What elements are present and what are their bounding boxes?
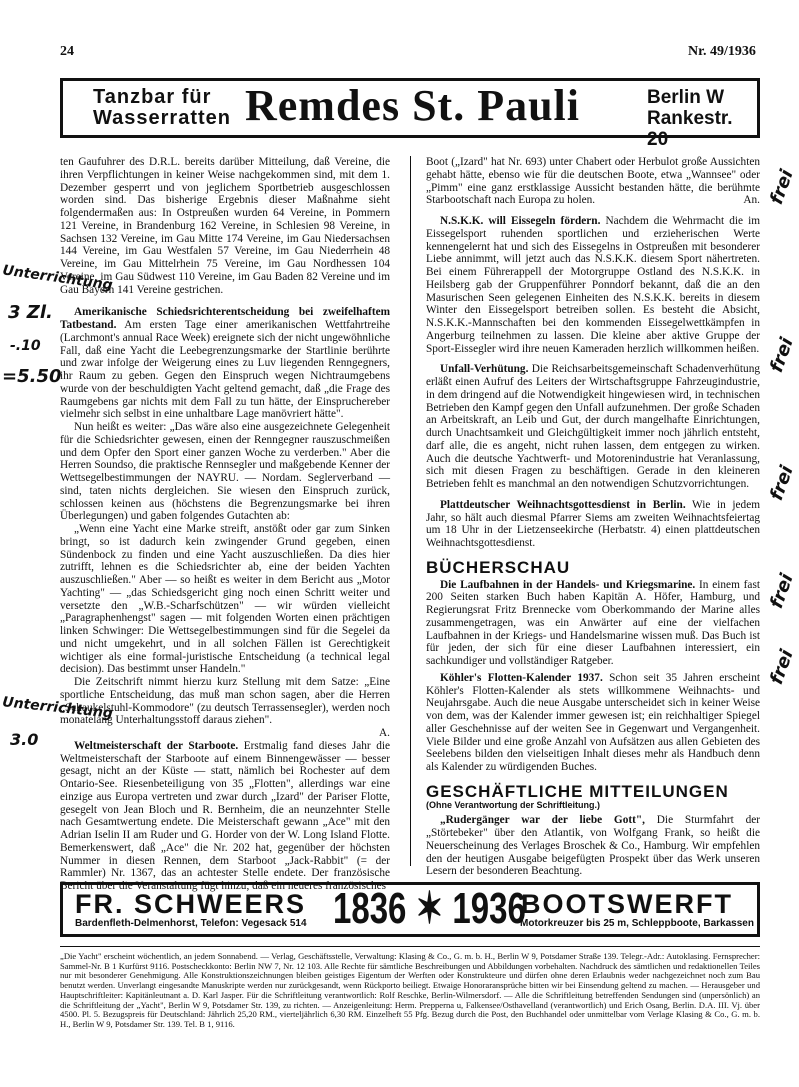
imprint: „Die Yacht" erscheint wöchentlich, an jedem Sonnabend. — Verlag, Geschäftsstelle, Verwaltung: Klasing & Co., G. m. b. H., Berlin W 9, Potsdamer Straße 139. Telegr.-Adr.: Autoklasing. Fernsprecher: Sammel-Nr. B 1 Kurfürst 9116. Postscheckkonto: Berlin NW 7, Nr. 12 103. Alle Rechte für sämtliche Beschreibungen und Abbildungen vorbehalten. Nachdruck des sämtlichen und redaktionellen Teiles nur mit besonderer Genehmigung. Alle Konstruktionszeichnungen bleiben geistiges Eigentum der Werften oder Konstrukteure und dürfen ohne deren Erlaubnis weder nachgezeichnet noch zum Bau benutzt werden. Unverlangt eingesandte Manuskripte werden nur zurückgesandt, wenn Rückporto beiliegt. Etwaige Honoraransprüche bitten wir bei Einsendung geltend zu machen. — Herausgeber und Hauptschriftleiter: Kapitänleutnant a. D. Karl Jasper. Für die Schriftleitung verantwortlich: Rolf Reschke, Berlin-Wilmersdorf. — Alle die Schriftleitung betreffenden Sendungen sind (unpersönlich) an die Schriftleitung der „Yacht", Berlin W 9, Potsdamer Str. 139, zu richten. — Anzeigenleitung: Herm. Prepperna u, Falkensee/Osthavelland (verantwortlich) und Erich Osang, Berlin. D.A. III. Vj. über 4500. Pl. 5. Bezugspreis für Deutschland: Jährlich 25,20 RM., vierteljährlich 6,30 RM. Einzelheft 55 Pfg. Bezug durch die Post, den Buchhandel oder unmittelbar vom Verlage Klasing & Co., G. m. b. H., Berlin W 9, Potsdamer Str. 139. Tel. B 1, 9116.: [60, 951, 760, 1029]
article-body: Die Reichsarbeitsgemeinschaft Schadenverhütung erläßt einen Aufruf des Leiters der Wirtschaftsgruppe Fahrzeugindustrie, in dem dringend auf die Notwendigkeit hingewiesen wird, in technischen Betrieben den Kampf gegen den Unfall aufzunehmen. Der große Schaden an Arbeitskraft, an Leib und Gut, der durch mangelhafte Einrichtungen, durch Unachtsamkeit und Gleichgültigkeit immer noch jährlich entsteht, darf alle, die es angeht, nicht ruhen lassen, dem entgegen zu wirken. Auch die deutsche Yachtwerft- und Motorenindustrie hat Veranlassung, sich mit diesen Fragen zu beschäftigen. Gerade in den kleineren Betrieben fehlt es manchmal an den notwendigen Schutzvorrichtungen.: [426, 363, 760, 490]
notice-title: „Rudergänger war der liebe Gott",: [440, 814, 645, 827]
section-heading-geschaeftliche: GESCHÄFTLICHE MITTEILUNGEN: [426, 781, 729, 801]
article-title: N.S.K.K. will Eissegeln fördern.: [440, 215, 601, 227]
section-subheading: (Ohne Verantwortung der Schriftleitung.): [426, 799, 601, 810]
article-body: Nachdem die Wehrmacht die im Eissegelsport ruhenden sportlichen und erzieherischen Werte kennengelernt hat und sich des Eissegelns in Ostpreußen mit besonderer Liebe annimmt, will jetzt auch das N.S.K.K. diesem Sport nähertreten. Bei einem Führerappell der Motorgruppe Ostland des N.S.K.K. in Heilsberg gab der Gruppenführer Ponndorf bekannt, daß die an den Masurischen Seen gelegenen Einheiten des N.S.K.K. bereits in diesem Winter den Eissegelsport betreiben sollen. Es besteht die Absicht, N.S.K.K.-Mannschaften bei den kommenden Eissegelwettkämpfen in Angerburg teilnehmen zu lassen. Die kleine aber aktive Gruppe der Sport-Eissegler wird ihre neuen Kameraden herzlich willkommen heißen.: [426, 215, 760, 355]
article-schiedsrichter: [60, 306, 390, 421]
article-paragraph: Die Zeitschrift nimmt hierzu kurz Stellung mit dem Satze: „Eine sportliche Entscheidung, das muß man schon sagen, aber die Herren „Schaukelstuhl-Kommodore" (zu deutsch Terrassensegler), werden noch monatelang Unterhaltungsstoff daraus ziehen".: [60, 676, 390, 727]
article-body: Wie in jedem Jahr, so hält auch diesmal Pfarrer Siems am zweiten Weihnachtsfeiertag um 18 Uhr in der Lietzenseekirche (Herbatstr. 4) einen plattdeutschen Weihnachtsgottesdienst.: [426, 498, 760, 549]
article-body: Boot („Izard" hat Nr. 693) unter Chabert oder Herbulot große Aussichten gehabt hätte, ebenso wie für die deutschen Boote, etwa „Wannsee" oder „Pimm" eine ganz erstklassige Aussicht bestanden hätte, die berühmte Starbootschaft nach Europa zu holen.: [426, 156, 760, 207]
article-title: Weltmeisterschaft der Starboote.: [74, 739, 239, 752]
article-body: Am ersten Tage einer amerikanischen Wettfahrtreihe (Larchmont's annual Race Week) ereignete sich der nicht ungewöhnliche Fall, daß eine Yacht die Leebegrenzungsmarke der Startlinie berührte und zwar infolge der Weigerung eines zu Luv liegenden Renngegners, ihr Raum zu geben. Gegen den Einspruch wegen Nichtraumgebens wurde von der beschuldigten Yacht geltend gemacht, daß „die Frage des Raumgebens gar nichts mit dem Fall zu tun hätte, der Einspruchereber vielmehr sich selbst in eine unhaltbare Lage manövriert hätte".: [60, 319, 390, 421]
ad-city: Berlin W: [647, 87, 725, 108]
handwritten-note: 3 Zl.: [8, 302, 53, 323]
ad-address: [647, 87, 757, 150]
handwritten-note: frei: [766, 167, 798, 208]
article-continued: ten Gaufuhrer des D.R.L. bereits darüber Mitteilung, daß Vereine, die ihren Verpflichtungen in keiner Weise nachgekommen sind, mit dem 1. Dezember gesperrt und von jeglichem Sportbetrieb ausgeschlossen worden sind. Das bisherige Ergebnis dieser Maßnahme sieht folgendermaßen aus: In Ostpreußen wurden 64 Vereine, in Pommern 121 Vereine, in Brandenburg 162 Vereine, in Schlesien 98 Vereine, in Sachsen 132 Vereine, im Gau Mitte 174 Vereine, im Gau Niedersachsen 144 Vereine, im Gau Westfalen 57 Vereine, im Gau Niederrhein 48 Vereine, im Gau Mittelrhein 75 Vereine, im Gau Nordhessen 104 Vereine, im Gau Südwest 110 Vereine, im Gau Baden 82 Vereine und im Gau Bayern 141 Vereine gestrichen.: [60, 156, 390, 296]
advertisement-remdes: [60, 78, 760, 150]
column-divider: [410, 156, 411, 866]
ad-brand: Remdes St. Pauli: [245, 81, 580, 130]
article-continued: [426, 156, 760, 207]
notice-text: Die Sturmfahrt der „Störtebeker" über den Atlantik, von Wolfgang Frank, so heißt die Neuerscheinung des Verlages Broschek & Co., Hamburg. Wir empfehlen den der heutigen Ausgabe beigefügten Prospekt über das Werk unseren Lesern der besonderen Beachtung.: [426, 814, 761, 878]
article-starboote: [60, 740, 390, 893]
handwritten-note: frei: [766, 463, 798, 504]
page-number: 24: [60, 44, 74, 59]
ad-left-text: [93, 87, 231, 129]
ad-products: Motorkreuzer bis 25 m, Schleppboote, Barkassen: [520, 918, 754, 929]
book-review: [426, 579, 760, 668]
handwritten-note: Unterrichtung: [1, 262, 114, 294]
book-text: In einem fast 200 Seiten starken Buch haben Kapitän A. Höfer, Hamburg, und Regierungsrat Fritz Brennecke vom Oberkommando der Marine alles zusammengetragen, was ein Anwärter auf eine der vielfachen Laufbahnen in der Kriegs- und Handelsmarine wissen muß. Das Buch ist für jeden, der sich für eine dieser Laufbahnen interessiert, ein sachkundiger und vollständiger Ratgeber.: [426, 578, 760, 667]
article-paragraph: „Wenn eine Yacht eine Marke streift, anstößt oder gar zum Sinken bringt, so ist dadurch kein zwingender Grund gegeben, einen Sündenbock zu finden und eine Yacht auszuschließen. Da dies hier zutrifft, lehnen es die Schiedsrichter ab, eine der beiden Yachten auszuschließen." Aber — so heißt es weiter in dem Bericht aus „Motor Yachting" — „das Schiedsgericht ging noch einen Schritt weiter und versetzte den „W.B.-Scharfschützen" — wir würden vielleicht „Paragraphenhengst" sagen — mit folgenden Worten einen prächtigen linken Schwinger: Die Wettsegelbestimmungen sind für die Segelei da und nicht umgekehrt, und in all solchen Fällen ist Gerechtigkeit wichtiger als eine formal-juristische Entscheidung (a technical legal decision). Das bestimmt unser Handeln.": [60, 523, 390, 676]
article-title: Amerikanische Schiedsrichterentscheidung bei zweifelhaftem Tatbestand.: [60, 306, 390, 331]
article-title: Unfall-Verhütung.: [440, 363, 529, 376]
article-unfall: [426, 363, 760, 491]
ad-left-line2: Wasserratten: [93, 107, 231, 129]
ad-business-type: BOOTSWERFT: [521, 889, 733, 919]
issue-number: Nr. 49/1936: [688, 44, 756, 59]
footer-divider: [60, 946, 760, 947]
handwritten-note: -.10: [10, 338, 41, 354]
ad-years: 1836 ✶ 1936: [333, 884, 526, 933]
article-body: Erstmalig fand dieses Jahr die Weltmeisterschaft der Starboote auf einem Binnengewässer — besser gesagt, nicht an der Küste — statt, nämlich bei Rochester auf dem Ontario-See. Riesenbeteiligung von 35 „Flotten", allerdings war eine einzige aus Europa vertreten und zwar durch „Izard" der Pariser Flotte, gesegelt von Jean Bloch und R. Bernheim, die an neunzehnter Stelle nach Gesamtwertung endete. Die Meisterschaft gewann „Ace" mit den Adrian Iselin II am Ruder und G. Horder von der W. Long Island Flotte. Bemerkenswert, daß „Ace" die Nr. 202 hat, gegenüber der höchsten Nummer in diesen Rennen, dem Starboot „Jack-Rabbit" (= der Rammler) Nr. 1367, das an achtester Stelle endete. Der französische Bericht über die Veranstaltung fügt hinzu, daß ein neueres französisches: [60, 739, 390, 892]
article-title: Plattdeutscher Weihnachtsgottesdienst in Berlin.: [440, 498, 686, 511]
handwritten-note: frei: [766, 335, 798, 376]
handwritten-note: =5.50: [2, 366, 62, 387]
handwritten-note: frei: [766, 571, 798, 612]
right-column: [426, 156, 760, 878]
book-text: Schon seit 35 Jahren erscheint Köhler's Flotten-Kalender als stets willkommene Weihnachts- und Neujahrsgabe. Auch die neue Ausgabe unterscheidet sich in keiner Weise von dem, was der Kalender immer gewesen ist; ein reichhaltiger Spiegel aller Geschehnisse auf der weiten See in Gegenwart und Vergangenheit. Viele Bilder und eine große Anzahl von Aufsätzen aus allen Gebieten des Seelebens bilden den vielseitigen Inhalt dieses mehr als Handbuch denn als Kalender zu würdigenden Buches.: [426, 671, 760, 773]
book-title: Köhler's Flotten-Kalender 1937.: [440, 671, 603, 684]
book-review: [426, 672, 760, 774]
ad-company-name: FR. SCHWEERS: [75, 889, 307, 919]
business-notice: [426, 814, 760, 878]
article-paragraph: Nun heißt es weiter: „Das wäre also eine ausgezeichnete Gelegenheit für die Schiedsrichter gewesen, einen der Renngegner rauszuschmeißen und dem Opfer den Sport einer ganzen Woche zu verderben." Aber die Herren Soundso, die praktische Rennsegler und maßgebende Kenner der Wettsegelbestimmungen der NAYRU. — Nordam. Seglerverband — sind, taten nichts dergleichen. Sie wiesen den Einspruch zurück, schlossen keinen aus (höchstens die Begrenzungsmarke bei ihren Überlegungen) und gaben folgendes Gutachten ab:: [60, 421, 390, 523]
handwritten-note: frei: [766, 647, 798, 688]
ad-company-contact: Bardenfleth-Delmenhorst, Telefon: Vegesack 514: [75, 918, 307, 929]
section-heading-buecherschau: BÜCHERSCHAU: [426, 557, 571, 577]
ad-left-line1: Tanzbar für: [93, 86, 212, 108]
article-gottesdienst: [426, 499, 760, 550]
handwritten-note: Unterrichtung: [1, 694, 114, 722]
article-signature: An.: [743, 194, 760, 207]
handwritten-note: 3.0: [10, 730, 39, 749]
advertisement-schweers: [60, 882, 760, 937]
article-signature: A.: [379, 727, 390, 739]
left-column: [60, 156, 390, 893]
ad-street: Rankestr. 20: [647, 108, 733, 150]
article-nskk: [426, 215, 760, 355]
book-title: Die Laufbahnen in der Handels- und Kriegsmarine.: [440, 578, 696, 591]
